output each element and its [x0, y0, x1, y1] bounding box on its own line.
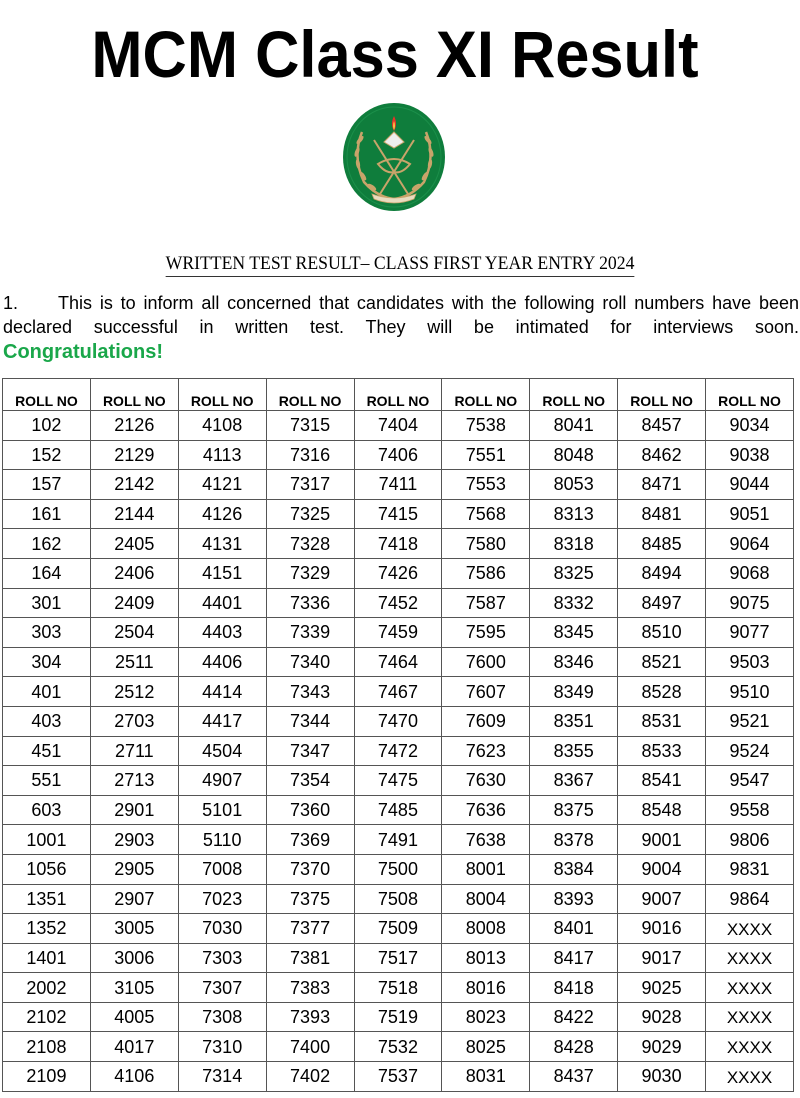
roll-number-cell: 2703: [90, 706, 178, 736]
column-header: ROLL NO: [354, 379, 442, 411]
table-row: [3, 588, 794, 618]
subtitle-text: WRITTEN TEST RESULT– CLASS FIRST YEAR ENTRY 2024: [166, 253, 635, 277]
roll-number-cell: 7459: [354, 618, 442, 648]
roll-number-cell: 5101: [178, 795, 266, 825]
roll-number-cell: 7375: [266, 884, 354, 914]
roll-number-cell: 9028: [618, 1002, 706, 1032]
column-header: ROLL NO: [90, 379, 178, 411]
roll-number-cell: 7600: [442, 647, 530, 677]
roll-number-cell: 603: [3, 795, 91, 825]
roll-number-cell: 2711: [90, 736, 178, 766]
roll-number-cell: 7307: [178, 973, 266, 1003]
roll-number-cell: 2504: [90, 618, 178, 648]
roll-number-cell: 2002: [3, 973, 91, 1003]
roll-number-cell: 7393: [266, 1002, 354, 1032]
roll-number-cell: 7402: [266, 1062, 354, 1092]
roll-number-cell: 8313: [530, 499, 618, 529]
roll-number-cell: 303: [3, 618, 91, 648]
roll-number-cell: 9044: [706, 470, 794, 500]
roll-number-cell: 2142: [90, 470, 178, 500]
roll-number-cell: 7383: [266, 973, 354, 1003]
roll-number-cell: XXXX: [706, 1032, 794, 1062]
roll-number-cell: 2409: [90, 588, 178, 618]
roll-number-cell: 9029: [618, 1032, 706, 1062]
roll-number-cell: 7008: [178, 854, 266, 884]
roll-number-cell: 2903: [90, 825, 178, 855]
roll-number-cell: 7418: [354, 529, 442, 559]
roll-number-cell: 2129: [90, 440, 178, 470]
roll-number-cell: 2512: [90, 677, 178, 707]
roll-number-cell: XXXX: [706, 1062, 794, 1092]
column-header: ROLL NO: [530, 379, 618, 411]
roll-number-cell: 2126: [90, 411, 178, 441]
table-row: [3, 677, 794, 707]
roll-number-cell: 4131: [178, 529, 266, 559]
roll-number-cell: 7316: [266, 440, 354, 470]
roll-number-cell: 4907: [178, 766, 266, 796]
roll-number-cell: 7508: [354, 884, 442, 914]
roll-number-cell: 7030: [178, 914, 266, 944]
roll-number-cell: 7315: [266, 411, 354, 441]
roll-number-cell: 9064: [706, 529, 794, 559]
roll-number-cell: 7347: [266, 736, 354, 766]
roll-number-cell: 8048: [530, 440, 618, 470]
roll-number-cell: 2907: [90, 884, 178, 914]
roll-number-cell: 8023: [442, 1002, 530, 1032]
roll-number-cell: 7314: [178, 1062, 266, 1092]
table-row: [3, 1032, 794, 1062]
roll-number-cell: 7464: [354, 647, 442, 677]
roll-number-cell: 4504: [178, 736, 266, 766]
roll-number-cell: 7470: [354, 706, 442, 736]
table-row: [3, 884, 794, 914]
roll-number-cell: 7517: [354, 943, 442, 973]
roll-number-cell: 4017: [90, 1032, 178, 1062]
roll-number-cell: 2713: [90, 766, 178, 796]
table-row: [3, 736, 794, 766]
roll-number-cell: 7475: [354, 766, 442, 796]
roll-number-cell: 5110: [178, 825, 266, 855]
roll-number-cell: 8531: [618, 706, 706, 736]
roll-number-cell: 7636: [442, 795, 530, 825]
table-row: [3, 766, 794, 796]
roll-number-cell: 8001: [442, 854, 530, 884]
roll-number-cell: 9831: [706, 854, 794, 884]
roll-number-cell: 7354: [266, 766, 354, 796]
roll-number-cell: 7426: [354, 558, 442, 588]
roll-number-cell: 1056: [3, 854, 91, 884]
page-title: MCM Class XI Result: [91, 17, 699, 91]
roll-number-cell: 157: [3, 470, 91, 500]
roll-number-cell: 4403: [178, 618, 266, 648]
roll-number-cell: 9017: [618, 943, 706, 973]
roll-number-cell: 7551: [442, 440, 530, 470]
roll-number-cell: 8351: [530, 706, 618, 736]
roll-number-cell: 401: [3, 677, 91, 707]
roll-number-cell: 7580: [442, 529, 530, 559]
roll-number-cell: 9547: [706, 766, 794, 796]
roll-number-cell: 7518: [354, 973, 442, 1003]
roll-number-cell: 7344: [266, 706, 354, 736]
roll-number-cell: 7369: [266, 825, 354, 855]
roll-number-cell: XXXX: [706, 973, 794, 1003]
roll-number-cell: XXXX: [706, 943, 794, 973]
roll-number-cell: 102: [3, 411, 91, 441]
roll-number-cell: 7023: [178, 884, 266, 914]
roll-number-cell: 8367: [530, 766, 618, 796]
roll-number-cell: 4126: [178, 499, 266, 529]
table-header-row: [3, 379, 794, 411]
roll-number-cell: 8008: [442, 914, 530, 944]
roll-number-cell: 9051: [706, 499, 794, 529]
roll-number-cell: 8031: [442, 1062, 530, 1092]
roll-number-cell: 8510: [618, 618, 706, 648]
roll-number-cell: 9503: [706, 647, 794, 677]
roll-number-cell: 7400: [266, 1032, 354, 1062]
roll-number-cell: 1001: [3, 825, 91, 855]
roll-number-cell: 4005: [90, 1002, 178, 1032]
table-row: [3, 411, 794, 441]
table-row: [3, 499, 794, 529]
roll-number-cell: 8346: [530, 647, 618, 677]
roll-number-cell: 8041: [530, 411, 618, 441]
roll-number-cell: 3105: [90, 973, 178, 1003]
table-row: [3, 943, 794, 973]
roll-number-cell: 7638: [442, 825, 530, 855]
roll-number-cell: 2102: [3, 1002, 91, 1032]
roll-number-cell: 152: [3, 440, 91, 470]
roll-number-cell: 9034: [706, 411, 794, 441]
roll-number-cell: 4113: [178, 440, 266, 470]
document-subtitle: [0, 253, 800, 277]
column-header: ROLL NO: [706, 379, 794, 411]
roll-number-cell: 1401: [3, 943, 91, 973]
roll-number-cell: 2905: [90, 854, 178, 884]
roll-number-cell: 8332: [530, 588, 618, 618]
roll-number-cell: 1351: [3, 884, 91, 914]
roll-number-cell: 2144: [90, 499, 178, 529]
roll-number-cell: 9075: [706, 588, 794, 618]
roll-number-cell: 9025: [618, 973, 706, 1003]
column-header: ROLL NO: [618, 379, 706, 411]
roll-number-cell: 9007: [618, 884, 706, 914]
results-table: [2, 378, 794, 1092]
column-header: ROLL NO: [442, 379, 530, 411]
table-row: [3, 618, 794, 648]
roll-number-cell: 162: [3, 529, 91, 559]
roll-number-cell: 9077: [706, 618, 794, 648]
roll-number-cell: 2901: [90, 795, 178, 825]
roll-number-cell: 7325: [266, 499, 354, 529]
roll-number-cell: 9016: [618, 914, 706, 944]
roll-number-cell: 8457: [618, 411, 706, 441]
roll-number-cell: 403: [3, 706, 91, 736]
roll-number-cell: 7623: [442, 736, 530, 766]
roll-number-cell: 7411: [354, 470, 442, 500]
roll-number-cell: 7328: [266, 529, 354, 559]
roll-number-cell: 7308: [178, 1002, 266, 1032]
table-row: [3, 825, 794, 855]
paragraph-number: 1.: [3, 293, 19, 313]
roll-number-cell: 8471: [618, 470, 706, 500]
roll-number-cell: 8013: [442, 943, 530, 973]
roll-number-cell: 8378: [530, 825, 618, 855]
roll-number-cell: 7630: [442, 766, 530, 796]
roll-number-cell: 7452: [354, 588, 442, 618]
roll-number-cell: 8417: [530, 943, 618, 973]
roll-number-cell: 9030: [618, 1062, 706, 1092]
roll-number-cell: 8418: [530, 973, 618, 1003]
roll-number-cell: 8384: [530, 854, 618, 884]
table-row: [3, 973, 794, 1003]
roll-number-cell: 8521: [618, 647, 706, 677]
table-row: [3, 558, 794, 588]
roll-number-cell: 7370: [266, 854, 354, 884]
roll-number-cell: 8528: [618, 677, 706, 707]
roll-number-cell: 9068: [706, 558, 794, 588]
roll-number-cell: 7532: [354, 1032, 442, 1062]
roll-number-cell: 1352: [3, 914, 91, 944]
roll-number-cell: 9001: [618, 825, 706, 855]
roll-number-cell: 7360: [266, 795, 354, 825]
roll-number-cell: 7339: [266, 618, 354, 648]
roll-number-cell: 7607: [442, 677, 530, 707]
roll-number-cell: 7587: [442, 588, 530, 618]
table-row: [3, 1062, 794, 1092]
column-header: ROLL NO: [266, 379, 354, 411]
roll-number-cell: 8481: [618, 499, 706, 529]
roll-number-cell: 7415: [354, 499, 442, 529]
roll-number-cell: 4121: [178, 470, 266, 500]
roll-number-cell: 8016: [442, 973, 530, 1003]
roll-number-cell: 8318: [530, 529, 618, 559]
roll-number-cell: 7491: [354, 825, 442, 855]
roll-number-cell: 8355: [530, 736, 618, 766]
roll-number-cell: 4108: [178, 411, 266, 441]
roll-number-cell: 2405: [90, 529, 178, 559]
roll-number-cell: 7553: [442, 470, 530, 500]
table-row: [3, 647, 794, 677]
roll-number-cell: 8533: [618, 736, 706, 766]
column-header: ROLL NO: [3, 379, 91, 411]
roll-number-cell: 8349: [530, 677, 618, 707]
roll-number-cell: 8428: [530, 1032, 618, 1062]
roll-number-cell: 2511: [90, 647, 178, 677]
roll-number-cell: 7317: [266, 470, 354, 500]
roll-number-cell: 8345: [530, 618, 618, 648]
roll-number-cell: 7377: [266, 914, 354, 944]
roll-number-cell: 4106: [90, 1062, 178, 1092]
roll-number-cell: 304: [3, 647, 91, 677]
roll-number-cell: 161: [3, 499, 91, 529]
roll-number-cell: 8548: [618, 795, 706, 825]
table-row: [3, 529, 794, 559]
roll-number-cell: 8393: [530, 884, 618, 914]
congratulations-text: Congratulations!: [3, 341, 163, 363]
roll-number-cell: 7340: [266, 647, 354, 677]
roll-number-cell: 9864: [706, 884, 794, 914]
roll-number-cell: 9524: [706, 736, 794, 766]
roll-number-cell: 551: [3, 766, 91, 796]
roll-number-cell: 7500: [354, 854, 442, 884]
roll-number-cell: 451: [3, 736, 91, 766]
table-body: [3, 411, 794, 1092]
roll-number-cell: 9558: [706, 795, 794, 825]
roll-number-cell: 2108: [3, 1032, 91, 1062]
column-header: ROLL NO: [178, 379, 266, 411]
roll-number-cell: 7404: [354, 411, 442, 441]
table-row: [3, 470, 794, 500]
paragraph-text: This is to inform all concerned that candidates with the following roll numbers have been declared successful in written test. They will be intimated for interviews soon.: [3, 293, 799, 337]
roll-number-cell: 7538: [442, 411, 530, 441]
roll-number-cell: 7586: [442, 558, 530, 588]
roll-number-cell: 7303: [178, 943, 266, 973]
table-row: [3, 795, 794, 825]
roll-number-cell: 7310: [178, 1032, 266, 1062]
roll-number-cell: 7485: [354, 795, 442, 825]
roll-number-cell: 3006: [90, 943, 178, 973]
roll-number-cell: 8401: [530, 914, 618, 944]
roll-number-cell: 7509: [354, 914, 442, 944]
roll-number-cell: 4151: [178, 558, 266, 588]
table-row: [3, 914, 794, 944]
roll-number-cell: 8025: [442, 1032, 530, 1062]
roll-number-cell: 8497: [618, 588, 706, 618]
table-row: [3, 706, 794, 736]
roll-number-cell: 8325: [530, 558, 618, 588]
roll-number-cell: 7519: [354, 1002, 442, 1032]
roll-number-cell: 9510: [706, 677, 794, 707]
roll-number-cell: XXXX: [706, 914, 794, 944]
roll-number-cell: 8053: [530, 470, 618, 500]
roll-number-cell: 301: [3, 588, 91, 618]
roll-number-cell: 7467: [354, 677, 442, 707]
roll-number-cell: 4414: [178, 677, 266, 707]
roll-number-cell: 7381: [266, 943, 354, 973]
roll-number-cell: 8437: [530, 1062, 618, 1092]
roll-number-cell: 8541: [618, 766, 706, 796]
roll-number-cell: 9004: [618, 854, 706, 884]
roll-number-cell: 2406: [90, 558, 178, 588]
notice-paragraph: [3, 291, 799, 339]
roll-number-cell: 7595: [442, 618, 530, 648]
roll-number-cell: 164: [3, 558, 91, 588]
roll-number-cell: 9038: [706, 440, 794, 470]
table-row: [3, 1002, 794, 1032]
roll-number-cell: XXXX: [706, 1002, 794, 1032]
roll-number-cell: 4406: [178, 647, 266, 677]
roll-number-cell: 8375: [530, 795, 618, 825]
roll-number-cell: 9806: [706, 825, 794, 855]
roll-number-cell: 7336: [266, 588, 354, 618]
roll-number-cell: 8422: [530, 1002, 618, 1032]
roll-number-cell: 2109: [3, 1062, 91, 1092]
roll-number-cell: 3005: [90, 914, 178, 944]
roll-number-cell: 7329: [266, 558, 354, 588]
roll-number-cell: 7568: [442, 499, 530, 529]
roll-number-cell: 4417: [178, 706, 266, 736]
roll-number-cell: 8004: [442, 884, 530, 914]
college-crest-icon: [342, 102, 446, 212]
roll-number-cell: 7406: [354, 440, 442, 470]
roll-number-cell: 7472: [354, 736, 442, 766]
roll-number-cell: 8485: [618, 529, 706, 559]
roll-number-cell: 7537: [354, 1062, 442, 1092]
table-row: [3, 440, 794, 470]
roll-number-cell: 8494: [618, 558, 706, 588]
roll-number-cell: 9521: [706, 706, 794, 736]
roll-number-cell: 4401: [178, 588, 266, 618]
roll-number-cell: 7609: [442, 706, 530, 736]
table-row: [3, 854, 794, 884]
roll-number-cell: 7343: [266, 677, 354, 707]
roll-number-cell: 8462: [618, 440, 706, 470]
